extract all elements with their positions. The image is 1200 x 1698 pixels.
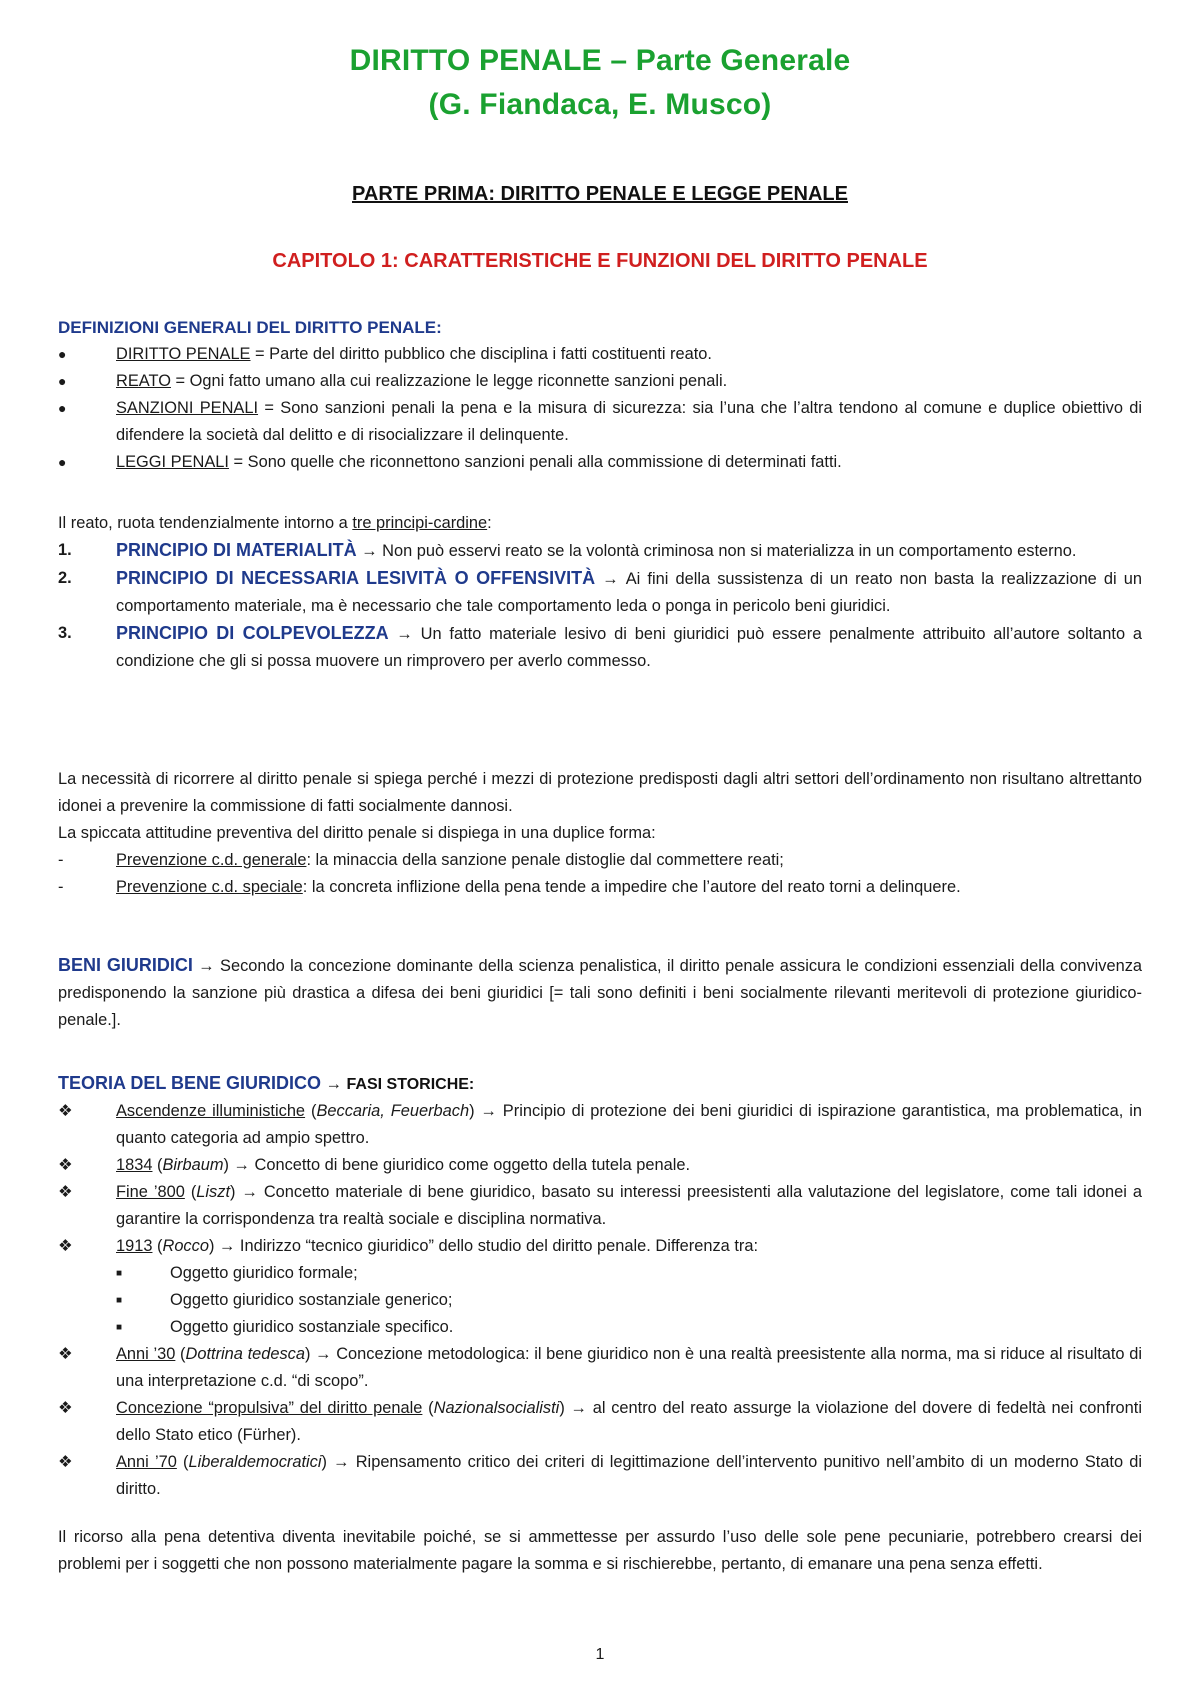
definition-term: DIRITTO PENALE [116,345,251,363]
teoria-term: Anni ’30 [116,1345,176,1363]
arrow-right-icon: → [241,1183,258,1201]
teoria-subitem-text: Oggetto giuridico sostanziale specifico. [170,1318,454,1336]
principle-number: 3. [58,624,72,642]
diamond-bullet-icon: ❖ [58,1102,73,1120]
part-title: PARTE PRIMA: DIRITTO PENALE E LEGGE PENALE [352,183,848,205]
teoria-item: ❖ Fine ’800 (Liszt) → Concetto materiale di bene giuridico, basato su interessi preesistenti alla valutazione del legislatore, come tali idonei a garantire la corrispondenza tra realtà sociale e disciplina normativa. [58,1179,1142,1233]
beni-text: Secondo la concezione dominante della scienza penalistica, il diritto penale assicura le condizioni essenziali della convivenza predisponendo la sanzione più drastica a difesa dei beni giuridici [= tali sono definiti i beni socialmente rilevanti meritevoli di protezione giuridico-penale.]. [58,957,1143,1029]
bullet-icon: ● [58,373,67,389]
arrow-right-icon: → [218,1237,236,1255]
teoria-text: Concezione metodologica: il bene giuridico non è una realtà preesistente alla norma, ma si riduce al risultato di una interpretazione c.d. “di scopo”. [116,1345,1142,1390]
teoria-item: ❖ Anni ’30 (Dottrina tedesca) → Concezione metodologica: il bene giuridico non è una realtà preesistente alla norma, ma si riduce al risultato di una interpretazione c.d. “di scopo”. [58,1341,1142,1395]
teoria-author: Liberaldemocratici [188,1453,322,1471]
definition-text: = Ogni fatto umano alla cui realizzazione le legge riconnette sanzioni penali. [170,372,728,390]
teoria-item: ❖ 1913 (Rocco) → Indirizzo “tecnico giuridico” dello studio del diritto penale. Differenza tra: [58,1233,1142,1260]
beni-giuridici-section [58,952,1142,1034]
teoria-subheading: FASI STORICHE: [346,1076,475,1093]
definition-item [58,395,1142,449]
teoria-author: Nazionalsocialisti [433,1399,560,1417]
teoria-text: Principio di protezione dei beni giuridici di ispirazione garantistica, ma problematica, in quanto categoria ad ampio spettro. [116,1102,1142,1147]
arrow-right-icon: → [595,570,626,588]
square-bullet-icon: ■ [116,1268,123,1279]
arrow-right-icon: → [192,957,221,975]
principle-name: PRINCIPIO DI NECESSARIA LESIVITÀ O OFFENSIVITÀ [116,568,596,588]
principle-name: PRINCIPIO DI MATERIALITÀ [116,540,357,560]
teoria-item: ❖ Ascendenze illuministiche (Beccaria, Feuerbach) → Principio di protezione dei beni giuridici di ispirazione garantistica, ma problematica, in quanto categoria ad ampio spettro. [58,1098,1142,1152]
arrow-right-icon: → [321,1075,347,1093]
definitions-heading: DEFINIZIONI GENERALI DEL DIRITTO PENALE: [58,318,442,337]
definition-text: = Parte del diritto pubblico che disciplina i fatti costituenti reato. [250,345,712,363]
teoria-subitem-text: Oggetto giuridico sostanziale generico; [170,1291,453,1309]
principles-intro-colon: : [487,514,492,532]
definition-term: REATO [116,372,171,390]
teoria-heading: TEORIA DEL BENE GIURIDICO [58,1073,322,1093]
necessity-section [58,766,1142,901]
principle-number: 1. [58,541,72,559]
dash-marker: - [58,851,64,869]
arrow-right-icon: → [356,542,383,560]
page-number: 1 [595,1646,605,1663]
principle-number: 2. [58,569,72,587]
prevention-item [58,847,1142,874]
teoria-term: Ascendenze illuministiche [116,1102,306,1120]
teoria-text: Ripensamento critico dei criteri di legittimazione dell’intervento punitivo nell’ambito di un moderno Stato di diritto. [116,1453,1143,1498]
final-paragraph: Il ricorso alla pena detentiva diventa inevitabile poiché, se si ammettesse per assurdo l’uso delle sole pene pecuniarie, potrebbero crearsi dei problemi per i soggetti che non possono materialmente pagare la somma e si rischierebbe, pertanto, di emanare una pena senza effetti. [58,1528,1142,1573]
square-bullet-icon: ■ [116,1295,123,1306]
arrow-right-icon: → [570,1399,587,1417]
teoria-term: 1834 [116,1156,153,1174]
definitions-list [58,341,1142,476]
arrow-right-icon: → [333,1453,350,1471]
teoria-list [58,1098,1142,1503]
definition-text: = Sono sanzioni penali la pena e la misura di sicurezza: sia l’una che l’altra tendono al comune e duplice obiettivo di difendere la società dal delitto e di risocializzare il delinquente. [116,399,1143,444]
teoria-author: Rocco [162,1237,209,1255]
definition-item [58,368,1142,395]
prevention-item [58,874,1142,901]
teoria-text: Indirizzo “tecnico giuridico” dello studio del diritto penale. Differenza tra: [239,1237,759,1255]
teoria-term: Anni ’70 [116,1453,177,1471]
bullet-icon: ● [58,400,67,416]
necessity-paragraph-1: La necessità di ricorrere al diritto penale si spiega perché i mezzi di protezione predisposti dagli altri settori dell’ordinamento non risultano altrettanto idonei a prevenire la commissione di fatti socialmente dannosi. [58,770,1142,815]
teoria-subitem [58,1260,1142,1287]
prevention-text: : la concreta inflizione della pena tende a impedire che l’autore del reato torni a delinquere. [302,878,961,896]
prevention-term: Prevenzione c.d. generale [116,851,307,869]
arrow-right-icon: → [315,1345,332,1363]
definition-item [58,449,1142,476]
document-title-line2: (G. Fiandaca, E. Musco) [428,88,772,121]
teoria-section [58,1070,1142,1503]
diamond-bullet-icon: ❖ [58,1453,73,1471]
teoria-text: al centro del reato assurge la violazione del dovere di fedeltà nei confronti dello Stato etico (Fürher). [116,1399,1142,1444]
prevention-text: : la minaccia della sanzione penale distoglie dal commettere reati; [306,851,784,869]
principles-intro-text: Il reato, ruota tendenzialmente intorno a [58,514,353,532]
principles-intro [58,510,1142,537]
definition-term: LEGGI PENALI [116,453,229,471]
teoria-subitem [58,1287,1142,1314]
diamond-bullet-icon: ❖ [58,1237,73,1255]
definition-text: = Sono quelle che riconnettono sanzioni penali alla commissione di determinati fatti. [228,453,842,471]
principle-item [58,565,1142,620]
teoria-term: Fine ’800 [116,1183,185,1201]
arrow-right-icon: → [233,1156,250,1174]
diamond-bullet-icon: ❖ [58,1156,73,1174]
bullet-icon: ● [58,454,67,470]
principle-text: Non può esservi reato se la volontà criminosa non si materializza in un comportamento esterno. [382,542,1077,560]
teoria-text: Concetto di bene giuridico come oggetto della tutela penale. [254,1156,691,1174]
teoria-text: Concetto materiale di bene giuridico, basato su interessi preesistenti alla valutazione del legislatore, come tali idonei a garantire la corrispondenza tra realtà sociale e disciplina normativa. [116,1183,1143,1228]
definition-term: SANZIONI PENALI [116,399,259,417]
document-title-line1: DIRITTO PENALE – Parte Generale [349,44,851,77]
dash-marker: - [58,878,64,896]
principles-list [58,537,1142,675]
teoria-subitem-text: Oggetto giuridico formale; [170,1264,358,1282]
square-bullet-icon: ■ [116,1322,123,1333]
arrow-right-icon: → [480,1102,497,1120]
teoria-term: 1913 [116,1237,153,1255]
teoria-author: Dottrina tedesca [185,1345,305,1363]
principle-text: Un fatto materiale lesivo di beni giuridici può essere penalmente attribuito all’autore soltanto a condizione che gli si possa muovere un rimprovero per averlo commesso. [116,625,1143,670]
diamond-bullet-icon: ❖ [58,1183,73,1201]
definitions-section [58,314,1142,476]
teoria-item: ❖ Concezione “propulsiva” del diritto penale (Nazionalsocialisti) → al centro del reato assurge la violazione del dovere di fedeltà nei confronti dello Stato etico (Fürher). [58,1395,1142,1449]
definition-item [58,341,1142,368]
principles-intro-underlined: tre principi-cardine [352,514,488,532]
teoria-term: Concezione “propulsiva” del diritto penale [116,1399,423,1417]
teoria-item: ❖ 1834 (Birbaum) → Concetto di bene giuridico come oggetto della tutela penale. [58,1152,1142,1179]
beni-heading: BENI GIURIDICI [58,955,193,975]
diamond-bullet-icon: ❖ [58,1345,73,1363]
principle-text: Ai fini della sussistenza di un reato non basta la realizzazione di un comportamento materiale, ma è necessario che tale comportamento leda o ponga in pericolo beni giuridici. [116,570,1142,615]
arrow-right-icon: → [388,625,421,643]
teoria-subitem [58,1314,1142,1341]
chapter-title: CAPITOLO 1: CARATTERISTICHE E FUNZIONI DEL DIRITTO PENALE [272,250,928,272]
teoria-heading-row [58,1070,1142,1098]
teoria-author: Liszt [196,1183,230,1201]
teoria-author: Beccaria, Feuerbach [316,1102,470,1120]
teoria-author: Birbaum [162,1156,224,1174]
bullet-icon: ● [58,346,67,362]
principles-section [58,510,1142,675]
diamond-bullet-icon: ❖ [58,1399,73,1417]
prevention-term: Prevenzione c.d. speciale [116,878,303,896]
principle-item [58,537,1142,565]
prevention-list [58,847,1142,901]
necessity-paragraph-2: La spiccata attitudine preventiva del diritto penale si dispiega in una duplice forma: [58,824,656,842]
principle-name: PRINCIPIO DI COLPEVOLEZZA [116,623,389,643]
teoria-item: ❖ Anni ’70 (Liberaldemocratici) → Ripensamento critico dei criteri di legittimazione dell’intervento punitivo nell’ambito di un moderno Stato di diritto. [58,1449,1142,1503]
principle-item [58,620,1142,675]
